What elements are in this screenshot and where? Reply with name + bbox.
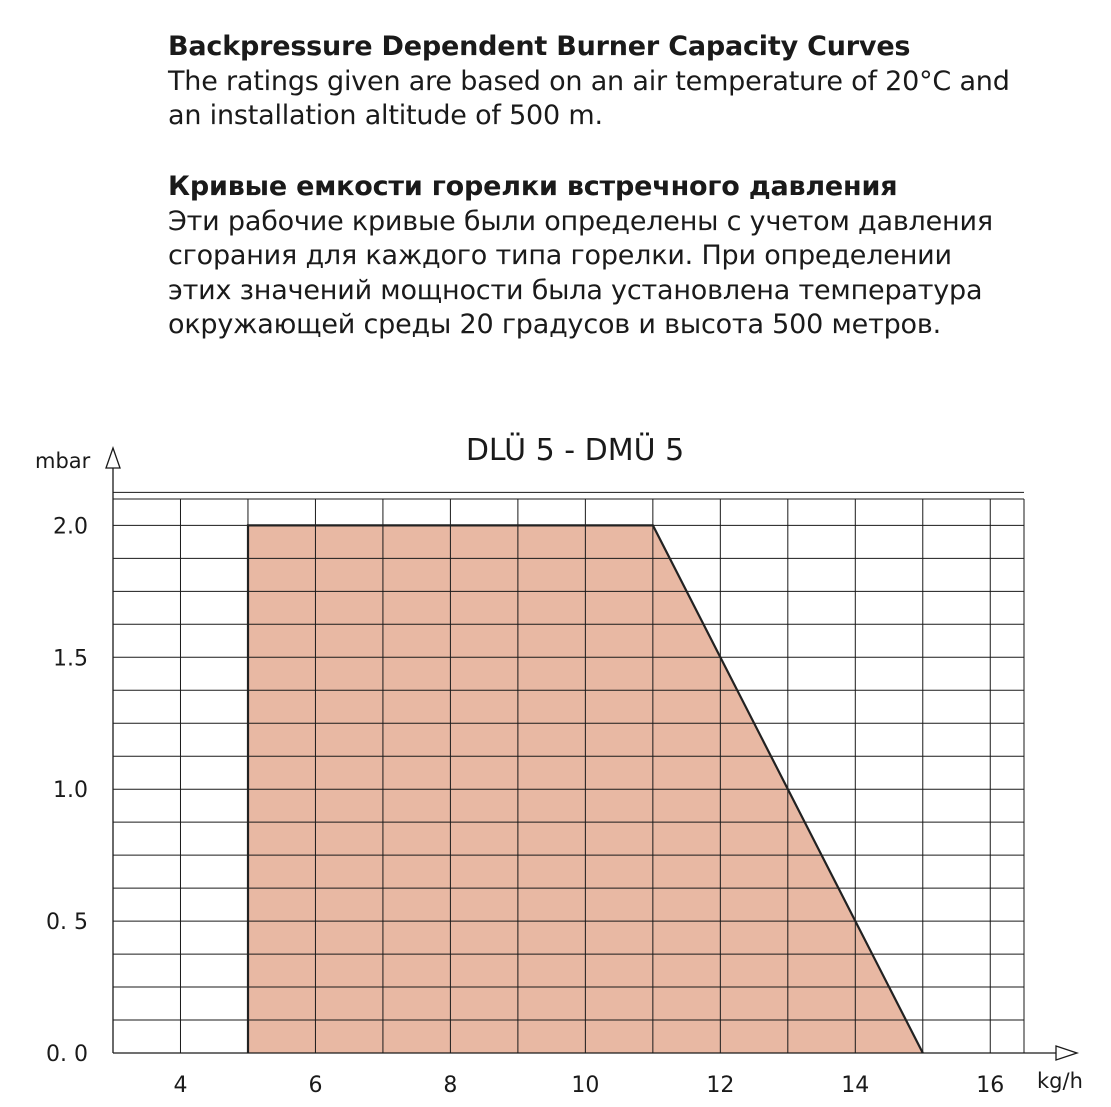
- y-tick-label: 1.0: [53, 778, 88, 804]
- x-axis-unit: kg/h: [1037, 1069, 1083, 1093]
- intro-russian-line: сгорания для каждого типа горелки. При определении: [168, 240, 952, 271]
- y-tick-label: 1.5: [53, 646, 88, 672]
- intro-russian-line: окружающей среды 20 градусов и высота 500 метров.: [168, 309, 941, 340]
- x-tick-label: 4: [173, 1073, 188, 1098]
- x-tick-label: 16: [976, 1073, 1005, 1098]
- intro-english-heading: Backpressure Dependent Burner Capacity Curves: [168, 31, 911, 62]
- x-tick-label: 14: [841, 1073, 870, 1098]
- intro-russian-line: Эти рабочие кривые были определены с учетом давления: [168, 205, 993, 237]
- intro-russian-heading: Кривые емкости горелки встречного давления: [168, 171, 898, 202]
- y-axis-arrow-icon: [106, 448, 120, 468]
- x-tick-label: 6: [308, 1073, 323, 1098]
- y-axis-unit: mbar: [35, 449, 91, 473]
- y-tick-label: 0. 0: [46, 1042, 88, 1067]
- y-tick-label: 0. 5: [46, 910, 88, 936]
- x-tick-label: 8: [443, 1073, 458, 1098]
- intro-english-line: an installation altitude of 500 m.: [168, 100, 603, 131]
- x-tick-label: 10: [571, 1073, 600, 1098]
- intro-russian-line: этих значений мощности была установлена температура: [168, 274, 983, 306]
- y-tick-label: 2.0: [53, 514, 88, 540]
- chart-title: DLÜ 5 - DMÜ 5: [465, 433, 685, 468]
- x-tick-label: 12: [706, 1073, 735, 1098]
- intro-english-line: The ratings given are based on an air temperature of 20°C and: [168, 65, 1010, 97]
- x-axis-arrow-icon: [1056, 1046, 1077, 1060]
